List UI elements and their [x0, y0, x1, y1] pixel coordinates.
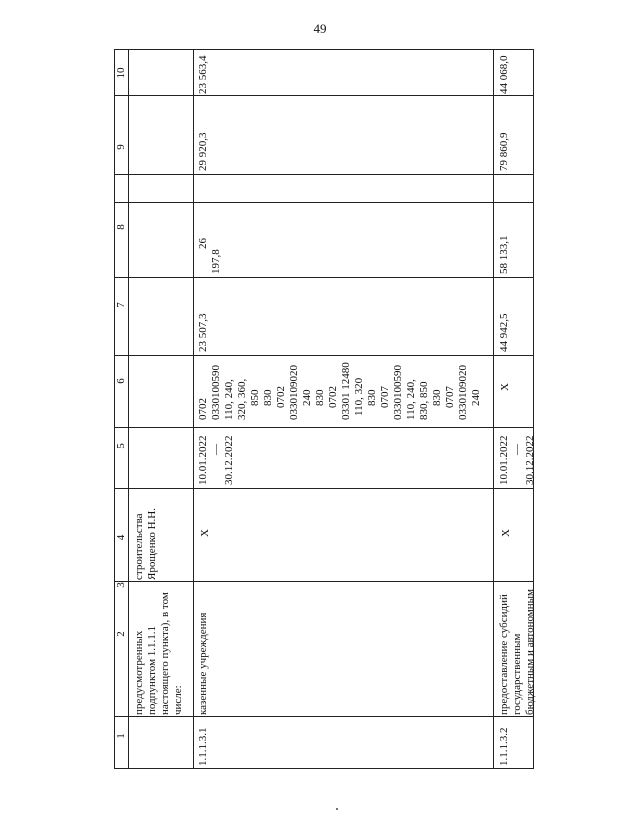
- code-line: 0707: [444, 386, 456, 408]
- page-number: 49: [313, 21, 327, 36]
- header-col-1: 1: [115, 733, 127, 739]
- header-col-8: 8: [115, 224, 127, 230]
- amount-col10: 23 563,4: [197, 55, 209, 94]
- header-col-5: 5: [115, 443, 127, 449]
- header-col-7: 7: [115, 302, 127, 308]
- header-col-10: 10: [115, 67, 127, 79]
- row-border: [193, 50, 194, 768]
- code-line: 320, 360,: [236, 378, 248, 420]
- amount-col8: 58 133,1: [498, 235, 510, 274]
- column-border: [115, 202, 533, 203]
- code-line: 830: [262, 389, 274, 406]
- row-name: предоставление субсидий государственным бюджетным и автономным: [498, 589, 536, 715]
- code-line: 0330100590: [210, 365, 222, 420]
- code-line: 240: [301, 389, 313, 406]
- row-col4: X: [500, 529, 512, 537]
- row-border: [128, 50, 129, 768]
- continuation-text-col2: предусмотренных подпунктом 1.1.1.1 настоящего пункта), в том числе:: [133, 592, 184, 715]
- column-border: [115, 355, 533, 356]
- column-border: [115, 95, 533, 96]
- amount-col9: 79 860,9: [498, 132, 510, 171]
- continuation-text-col4: строительства Ярощенко Н.Н.: [133, 508, 158, 580]
- footer-dot: [336, 808, 338, 810]
- code-line: 0707: [379, 386, 391, 408]
- row-name: казенные учреждения: [197, 612, 209, 715]
- code-line: 240: [470, 389, 482, 406]
- code-line: 850: [249, 389, 261, 406]
- amount-col8-part1: 26: [197, 238, 209, 249]
- period-start: 10.01.2022: [498, 435, 510, 485]
- row-border: [493, 50, 494, 768]
- header-col-2: 2: [115, 631, 127, 637]
- code-line: 0330109020: [288, 365, 300, 420]
- column-border: [115, 716, 533, 717]
- amount-col10: 44 068,0: [498, 55, 510, 94]
- code-line: 0702: [275, 386, 287, 408]
- period-dash: —: [511, 444, 523, 455]
- code-line: 0330109020: [457, 365, 469, 420]
- column-border: [115, 174, 533, 175]
- amount-col8-part2: 197,8: [210, 249, 222, 274]
- amount-col7: 44 942,5: [498, 313, 510, 352]
- code-line: 830, 850: [418, 381, 430, 420]
- row-col4: X: [199, 529, 211, 537]
- amount-col9: 29 920,3: [197, 132, 209, 171]
- code-line: 03301 12480: [340, 362, 352, 420]
- code-line: 0702: [197, 398, 209, 420]
- code-line: 830: [314, 389, 326, 406]
- row-id: 1.1.1.3.1: [197, 727, 209, 766]
- amount-col7: 23 507,3: [197, 313, 209, 352]
- header-col-4: 4: [115, 534, 127, 541]
- header-col-3: 3: [115, 582, 127, 588]
- column-border: [115, 277, 533, 278]
- column-border: [115, 427, 533, 428]
- budget-table: [114, 49, 534, 769]
- header-col-9: 9: [115, 144, 127, 150]
- column-border: [115, 581, 533, 582]
- header-col-6: 6: [115, 378, 127, 384]
- code-line: 0330100590: [392, 365, 404, 420]
- code-line: 110, 320: [353, 377, 365, 416]
- code-line: 830: [366, 389, 378, 406]
- column-border: [115, 488, 533, 489]
- period-dash: —: [210, 444, 222, 455]
- period-end: 30.12.2022: [524, 435, 536, 485]
- period-start: 10.01.2022: [197, 435, 209, 485]
- code-line: 830: [431, 389, 443, 406]
- code-line: 0702: [327, 386, 339, 408]
- period-end: 30.12.2022: [223, 435, 235, 485]
- code-line: 110, 240,: [223, 379, 235, 420]
- code-line: 110, 240,: [405, 379, 417, 420]
- row-id: 1.1.1.3.2: [498, 727, 510, 766]
- code-line: X: [499, 383, 511, 391]
